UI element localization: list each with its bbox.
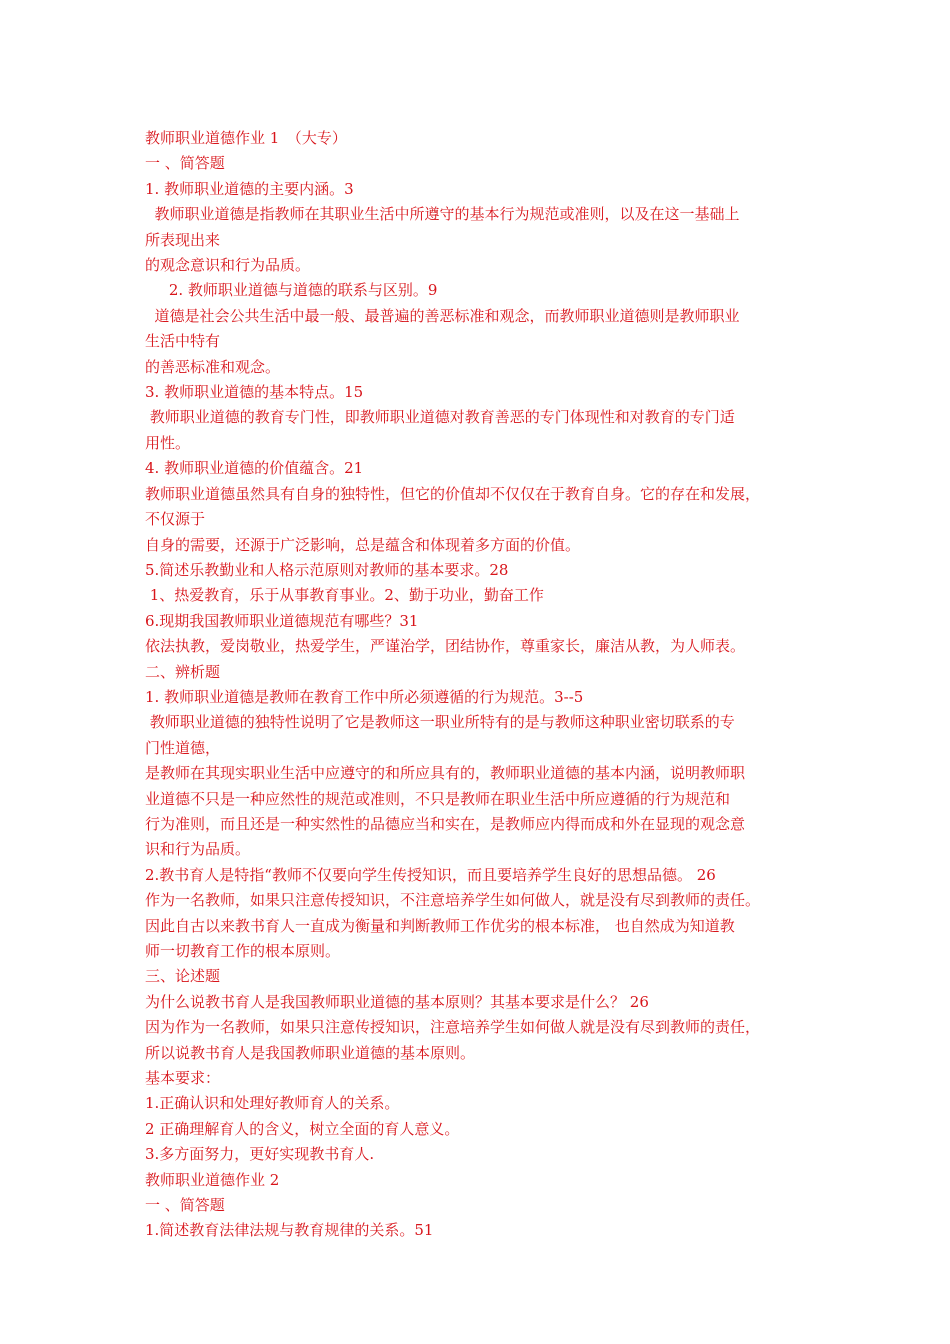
- text-line: 4. 教师职业道德的价值蕴含。21: [145, 459, 364, 478]
- text-line: 三、论述题: [145, 967, 221, 986]
- text-line: 教师职业道德作业 2: [145, 1170, 280, 1189]
- text-line: 因为作为一名教师，如果只注意传授知识，注意培养学生如何做人就是没有尽到教师的责任，: [145, 1018, 761, 1037]
- text-line: 师一切教育工作的根本原则。: [145, 942, 341, 960]
- text-line: 教师职业道德是指教师在其职业生活中所遵守的基本行为规范或准则，以及在这一基础上: [145, 205, 740, 224]
- text-line: 基本要求：: [145, 1069, 221, 1088]
- text-line: 所表现出来: [145, 230, 221, 249]
- text-line: 教师职业道德的教育专门性，即教师职业道德对教育善恶的专门体现性和对教育的专门适: [145, 408, 735, 427]
- text-line: 3.多方面努力，更好实现教书育人.: [145, 1145, 375, 1164]
- text-line: 2. 教师职业道德与道德的联系与区别。9: [145, 281, 438, 300]
- text-line: 一 、简答题: [145, 1196, 225, 1215]
- text-line: 1.正确认识和处理好教师育人的关系。: [145, 1094, 400, 1113]
- text-line: 用性。: [145, 433, 191, 452]
- text-line: 的善恶标准和观念。: [145, 357, 281, 376]
- text-line: 是教师在其现实职业生活中应遵守的和所应具有的，教师职业道德的基本内涵，说明教师职: [145, 764, 746, 783]
- text-line: 不仅源于: [145, 510, 206, 529]
- text-line: 3. 教师职业道德的基本特点。15: [145, 383, 364, 402]
- text-line: 作为一名教师，如果只注意传授知识，不注意培养学生如何做人，就是没有尽到教师的责任。: [145, 891, 761, 910]
- text-line: 2 正确理解育人的含义，树立全面的育人意义。: [145, 1119, 460, 1138]
- text-line: 业道德不只是一种应然性的规范或准则，不只是教师在职业生活中所应遵循的行为规范和: [145, 789, 731, 808]
- text-line: 教师职业道德的独特性说明了它是教师这一职业所特有的是与教师这种职业密切联系的专: [145, 713, 735, 732]
- text-line: 教师职业道德虽然具有自身的独特性，但它的价值却不仅仅在于教育自身。它的存在和发展，: [145, 484, 761, 503]
- text-line: 自身的需要，还源于广泛影响，总是蕴含和体现着多方面的价值。: [145, 535, 581, 554]
- text-line: 依法执教，爱岗敬业，热爱学生，严谨治学，团结协作，尊重家长，廉洁从教，为人师表。: [145, 637, 746, 656]
- text-line: 1. 教师职业道德的主要内涵。3: [145, 179, 354, 198]
- text-line: 1.简述教育法律法规与教育规律的关系。51: [145, 1221, 434, 1240]
- text-line: 一 、简答题: [145, 154, 225, 173]
- text-line: 5.简述乐教勤业和人格示范原则对教师的基本要求。28: [145, 560, 509, 579]
- text-line: 行为准则，而且还是一种实然性的品德应当和实在，是教师应内得而成和外在显现的观念意: [145, 814, 746, 833]
- text-line: 道德是社会公共生活中最一般、最普遍的善恶标准和观念，而教师职业道德则是教师职业: [145, 306, 740, 325]
- text-line: 1. 教师职业道德是教师在教育工作中所必须遵循的行为规范。3--5: [145, 687, 584, 706]
- text-line: 2.教书育人是特指“教师不仅要向学生传授知识，而且要培养学生良好的思想品德。 26: [145, 865, 716, 884]
- text-line: 的观念意识和行为品质。: [145, 256, 311, 275]
- text-line: 生活中特有: [145, 332, 221, 351]
- text-line: 为什么说教书育人是我国教师职业道德的基本原则？其基本要求是什么？ 26: [145, 992, 649, 1011]
- text-line: 6.现期我国教师职业道德规范有哪些？31: [145, 611, 419, 630]
- text-line: 二、辨析题: [145, 662, 221, 681]
- text-line: 识和行为品质。: [145, 840, 251, 859]
- text-line: 教师职业道德作业 1 （大专）: [145, 129, 347, 147]
- text-line: 所以说教书育人是我国教师职业道德的基本原则。: [145, 1043, 476, 1062]
- text-line: 因此自古以来教书育人一直成为衡量和判断教师工作优劣的根本标准， 也自然成为知道教: [145, 916, 735, 935]
- text-line: 门性道德，: [145, 738, 221, 757]
- text-line: 1、热爱教育，乐于从事教育事业。2、勤于功业，勤奋工作: [145, 586, 544, 605]
- document-page: [145, 126, 813, 1244]
